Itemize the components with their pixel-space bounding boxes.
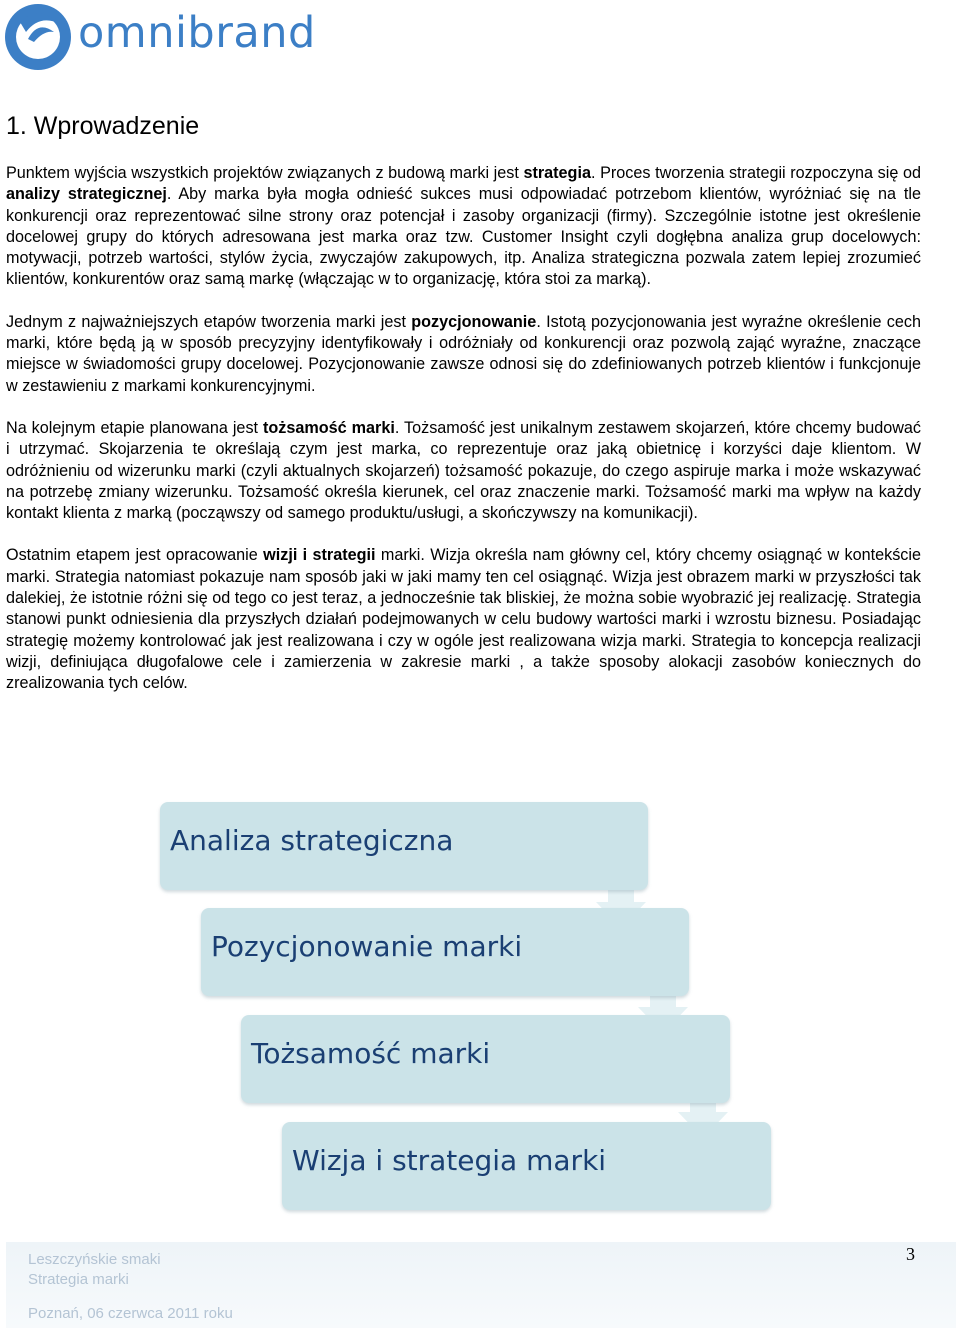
paragraph-text: . Tożsamość jest unikalnym zestawem skojarzeń, które chcemy budować i utrzymać. Skojarzenia te określają czym jest marka, co reprezentuje oraz jaką obietnicę i korzyści daje klientom. W odróżnieniu od wizerunku marki (czyli aktualnych skojarzeń) tożsamość pokazuje, do czego aspiruje marka i może wskazywać na potrzebę zmiany wizerunku. Tożsamość określa kierunek, cel oraz znaczenie marki. Tożsamość marki ma wpływ na każdy kontakt klienta z marką (począwszy od samego produktu/usługi, a skończywszy na komunikacji).	[6, 418, 921, 523]
bold-term: strategia	[523, 164, 591, 182]
step-label: Tożsamość marki	[251, 1037, 491, 1070]
paragraph-pozycjonowanie	[6, 312, 921, 397]
page-number: 3	[906, 1244, 915, 1264]
bold-term: pozycjonowanie	[411, 312, 537, 331]
step-tozsamosc-marki	[241, 1015, 730, 1103]
omnibrand-logo	[4, 2, 316, 72]
page-footer	[6, 1242, 956, 1328]
body-text	[6, 163, 921, 716]
paragraph-text: Punktem wyjścia wszystkich projektów związanych z budową marki jest	[6, 164, 524, 182]
paragraph-strategia	[6, 163, 921, 291]
step-pozycjonowanie-marki	[201, 908, 689, 996]
step-label: Pozycjonowanie marki	[211, 930, 523, 963]
footer-document-title: Strategia marki	[28, 1271, 129, 1288]
step-analiza-strategiczna	[160, 802, 648, 890]
paragraph-text: Ostatnim etapem jest opracowanie	[6, 546, 264, 565]
section-heading: 1. Wprowadzenie	[6, 112, 200, 140]
paragraph-wizja	[6, 545, 921, 694]
step-label: Wizja i strategia marki	[292, 1144, 607, 1177]
down-arrow-icon	[638, 985, 688, 1033]
down-arrow-icon	[678, 1090, 728, 1138]
logo-mark-icon	[4, 2, 74, 72]
footer-place-date: Poznań, 06 czerwca 2011 roku	[28, 1305, 233, 1322]
step-wizja-i-strategia-marki	[282, 1122, 771, 1210]
paragraph-text: Jednym z najważniejszych etapów tworzenia marki jest	[6, 312, 412, 331]
paragraph-tozsamosc	[6, 418, 921, 524]
step-label: Analiza strategiczna	[170, 824, 454, 857]
down-arrow-icon	[596, 880, 646, 928]
paragraph-text: Na kolejnym etapie planowana jest	[6, 418, 263, 437]
bold-term: wizji i strategii	[263, 546, 376, 565]
logo-wordmark: omnibrand	[78, 8, 316, 58]
paragraph-text: marki. Wizja określa nam główny cel, który chcemy osiągnąć w kontekście marki. Strategia natomiast pokazuje nam sposób jaki w jaki mamy ten cel osiągnąć. Wizja jest obrazem marki w przyszłości tak dalekiej, że istotnie różni się od tego co jest teraz, a jednocześnie tak bliskiej, że można sobie wyobrazić jej realizację. Strategia stanowi punkt odniesienia dla przyszłych działań podejmowanych w celu budowy wartości marki i wzrostu biznesu. Posiadając strategię możemy kontrolować jak jest realizowana i czy w ogóle jest realizowana wizja marki. Strategia to koncepcja realizacji wizji, definiująca długofalowe cele i zamierzenia w zakresie marki , a także sposoby alokacji zasobów koniecznych do zrealizowania tych celów.	[6, 546, 921, 693]
bold-term: analizy strategicznej	[6, 185, 167, 204]
footer-project-name: Leszczyńskie smaki	[28, 1251, 161, 1268]
paragraph-text: . Istotą pozycjonowania jest wyraźne określenie cech marki, które będą ją w sposób precyzyjny identyfikowały i odróżniały od konkurencji oraz pozwolą zająć wyraźne, znaczące miejsce w świadomości grupy docelowej. Pozycjonowanie zawsze odnosi się do zdefiniowanych potrzeb klientów i funkcjonuje w zestawieniu z markami konkurencyjnymi.	[6, 312, 921, 395]
paragraph-text: . Proces tworzenia strategii rozpoczyna się od	[590, 164, 921, 182]
paragraph-text: . Aby marka była mogła odnieść sukces musi odpowiadać potrzebom klientów, wyróżniać się na tle konkurencji oraz reprezentować silne strony oraz potencjał i zasoby organizacji (firmy). Szczególnie istotne jest określenie docelowej grupy do których adresowana jest marka oraz tzw. Customer Insight czyli dogłębna analiza grup docelowych: motywacji, potrzeb wartości, stylów życia, zwyczajów zakupowych, itp. Analiza strategiczna pozwala zatem lepiej zrozumieć klientów, konkurentów oraz samą markę (włączając w to organizację, która stoi za marką).	[6, 185, 921, 289]
bold-term: tożsamość marki	[263, 418, 395, 437]
